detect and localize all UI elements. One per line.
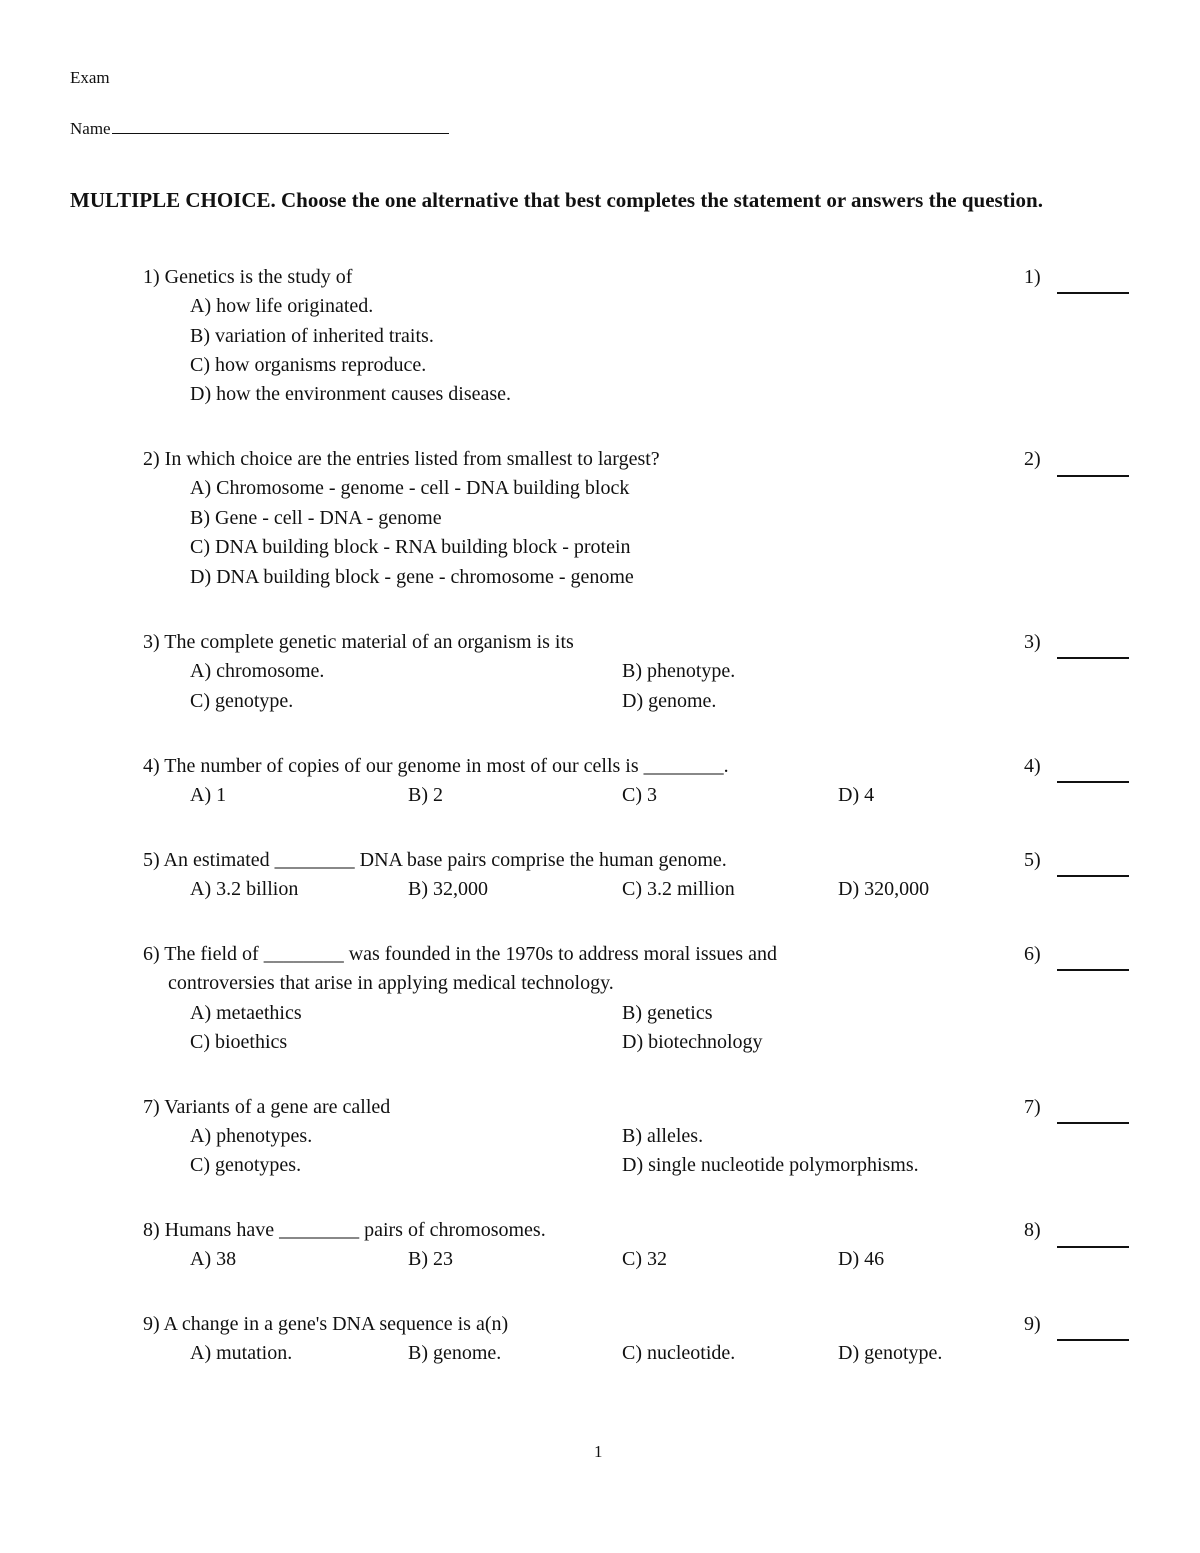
choice-a[interactable]: A) how life originated. [190,295,374,317]
answer-number: 3) [1024,631,1041,653]
choice-d[interactable]: D) DNA building block - gene - chromosome - genome [190,566,634,588]
name-blank-line[interactable] [112,116,449,134]
choice-b[interactable]: B) 2 [408,784,443,806]
choice-c[interactable]: C) 32 [622,1248,667,1270]
choice-a[interactable]: A) chromosome. [190,660,325,682]
answer-number: 5) [1024,849,1041,871]
choice-d[interactable]: D) 4 [838,784,875,806]
instructions: MULTIPLE CHOICE. Choose the one alternative that best completes the statement or answers the question. [70,188,1043,212]
choice-d[interactable]: D) genome. [622,690,717,712]
choice-b[interactable]: B) phenotype. [622,660,736,682]
choice-c[interactable]: C) DNA building block - RNA building block - protein [190,536,631,558]
answer-number: 2) [1024,448,1041,470]
question-stem: 2) In which choice are the entries listed from smallest to largest? [143,448,660,470]
choice-a[interactable]: A) 3.2 billion [190,878,299,900]
page-number: 1 [594,1442,603,1461]
answer-blank[interactable] [1057,475,1129,477]
choice-b[interactable]: B) 32,000 [408,878,488,900]
choice-d[interactable]: D) how the environment causes disease. [190,383,512,405]
answer-number: 1) [1024,266,1041,288]
question-stem: 9) A change in a gene's DNA sequence is a(n) [143,1313,509,1335]
choice-c[interactable]: C) 3.2 million [622,878,735,900]
exam-label: Exam [70,68,110,87]
choice-b[interactable]: B) variation of inherited traits. [190,325,434,347]
choice-a[interactable]: A) 38 [190,1248,237,1270]
choice-d[interactable]: D) 320,000 [838,878,930,900]
question-stem: 7) Variants of a gene are called [143,1096,391,1118]
question-stem: 1) Genetics is the study of [143,266,353,288]
answer-blank[interactable] [1057,1339,1129,1341]
choice-c[interactable]: C) genotype. [190,690,294,712]
answer-blank[interactable] [1057,969,1129,971]
choice-a[interactable]: A) 1 [190,784,227,806]
choice-c[interactable]: C) how organisms reproduce. [190,354,427,376]
choice-d[interactable]: D) biotechnology [622,1031,763,1053]
choice-b[interactable]: B) genetics [622,1002,713,1024]
choice-a[interactable]: A) phenotypes. [190,1125,313,1147]
choice-b[interactable]: B) alleles. [622,1125,704,1147]
choice-c[interactable]: C) 3 [622,784,657,806]
choice-a[interactable]: A) Chromosome - genome - cell - DNA building block [190,477,630,499]
answer-number: 8) [1024,1219,1041,1241]
answer-blank[interactable] [1057,657,1129,659]
choice-d[interactable]: D) 46 [838,1248,885,1270]
choice-a[interactable]: A) metaethics [190,1002,302,1024]
answer-blank[interactable] [1057,292,1129,294]
question-stem: 4) The number of copies of our genome in most of our cells is ________. [143,755,729,777]
choice-b[interactable]: B) genome. [408,1342,502,1364]
name-field[interactable] [70,116,449,139]
answer-blank[interactable] [1057,1122,1129,1124]
choice-d[interactable]: D) genotype. [838,1342,943,1364]
question-stem: 5) An estimated ________ DNA base pairs comprise the human genome. [143,849,727,871]
answer-blank[interactable] [1057,875,1129,877]
question-stem: 3) The complete genetic material of an organism is its [143,631,574,653]
answer-number: 6) [1024,943,1041,965]
question-stem: 6) The field of ________ was founded in the 1970s to address moral issues and [143,943,777,965]
choice-b[interactable]: B) 23 [408,1248,453,1270]
choice-a[interactable]: A) mutation. [190,1342,293,1364]
answer-number: 4) [1024,755,1041,777]
answer-number: 9) [1024,1313,1041,1335]
answer-blank[interactable] [1057,781,1129,783]
choice-c[interactable]: C) bioethics [190,1031,288,1053]
choice-d[interactable]: D) single nucleotide polymorphisms. [622,1154,919,1176]
answer-number: 7) [1024,1096,1041,1118]
question-stem: 8) Humans have ________ pairs of chromosomes. [143,1219,546,1241]
question-stem-continued: controversies that arise in applying medical technology. [168,972,614,994]
name-label: Name [70,119,111,138]
choice-b[interactable]: B) Gene - cell - DNA - genome [190,507,442,529]
choice-c[interactable]: C) nucleotide. [622,1342,736,1364]
choice-c[interactable]: C) genotypes. [190,1154,302,1176]
answer-blank[interactable] [1057,1246,1129,1248]
